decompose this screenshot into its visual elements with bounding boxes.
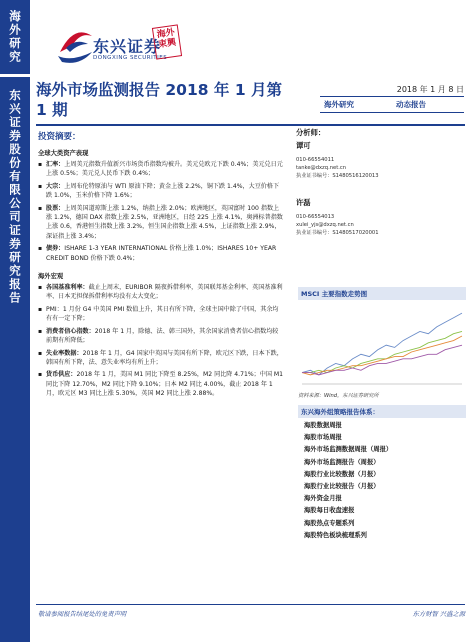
analyst-phone-2: 010-66554013 (296, 214, 335, 220)
report-list-item: 海股数据周报 (304, 422, 342, 429)
bullet-money-supply: ▪ 货币供应：2018 年 1 月，美国 M1 同比下降至 8.25%，M2 同比降 4.71%；中国 M1 同比下降 12.70%，M2 同比下降 9.10%；日本 M2 同比 4.00%，截止 2018 年 1 月，欧元区 M3 同比上涨 5.30%，英国 M2 同比上涨 2.88%。 (38, 370, 284, 398)
bullet-pmi: ▪ PMI：1 月份 G4 中美国 PMI 数值上升，其日有所下降，全球主国中除了中国，其余均有有一定下降； (38, 305, 284, 324)
sidebar-top-label: 海外研究 (8, 10, 22, 64)
report-list-item: 海股行业比较报告（月报） (304, 482, 380, 490)
tag-overseas: 海外研究 (324, 100, 354, 109)
chart-series-line-2 (302, 331, 462, 372)
macro-subheading: 海外宏观 (38, 273, 64, 281)
analyst-license-2: 执业证书编号：S1480517020001 (296, 230, 379, 236)
summary-heading: 投资摘要： (38, 132, 81, 142)
footer-divider (36, 604, 465, 605)
report-list-item: 海外市场监测报告（周报） (304, 458, 380, 466)
report-list-item: 海股热点专题系列 (304, 519, 355, 527)
logo-name: 东兴证券 (93, 37, 162, 56)
logo-stamp: 海外束興 (152, 24, 182, 59)
bullet-confidence: ▪ 消费者信心指数：2018 年 1 月，除德、法、韩三国外，其余国家消费者信心指数均较前期有所降低； (38, 327, 284, 346)
report-list-item: 海外资金月报 (304, 495, 342, 503)
report-list-item: 海股行业比较数据（月报） (304, 470, 380, 478)
sidebar-top-block (0, 0, 30, 74)
chart-heading: MSCI 主要指数走势图 (298, 287, 466, 300)
sidebar-bottom-block (0, 77, 30, 642)
report-system-heading: 东兴海外组策略报告体系： (298, 405, 466, 418)
bullet-unemployment: ▪ 失业率数据：2018 年 1 月，G4 国家中英国与美国有所下降，欧元区下跌，日本下跌，韩国有所下降，法、意失业率均有所上升； (38, 349, 284, 368)
analyst-name-1: 谭可 (296, 141, 311, 150)
bullet-commodity: ▪ 大宗：上周布伦特原油与 WTI 原油下降；黄金上涨 2.2%，铜下跌 1.4%，大豆价格下跌 1.0%，玉米价格下降 1.6%； (38, 182, 284, 201)
chart-series-line-1 (302, 313, 462, 375)
footer-slogan: 东方财智 兴盛之源 (412, 611, 465, 618)
analyst-license-1: 执业证书编号：S1480516120013 (296, 173, 379, 179)
bullet-equity: ▪ 股票：上周美国道琼斯上涨 1.2%，纳指上涨 2.0%；欧洲地区，英国富时 100 指数上涨 1.2%，德国 DAX 指数上涨 2.5%，亚洲地区，日经 225 上涨 4.1%，奥洲标普指数上涨 0.6，香港恒生指数上涨 3.2%，恒生国企指数上涨 4.5%，上证指数上涨 2.9%，深证指上涨 3.4%； (38, 204, 284, 242)
chart-source: 资料来源：Wind，东兴证券研究所 (298, 393, 379, 399)
analyst-name-2: 许磊 (296, 198, 311, 207)
analyst-phone-1: 010-66554011 (296, 157, 335, 163)
bullet-bond: ▪ 债券：ISHARE 1-3 YEAR INTERNATIONAL 价格上涨 1.0%；ISHARES 10+ YEAR CREDIT BOND 价格下跌 0.4%； (38, 244, 284, 263)
asset-subheading: 全球大类资产表现 (38, 150, 89, 157)
analyst-panel (296, 128, 466, 237)
summary-body (38, 146, 284, 402)
analyst-email-2[interactable]: xulei_yjs@dxzq.net.cn (296, 222, 354, 228)
sidebar (0, 0, 30, 642)
report-date: 2018 年 1 月 8 日 (396, 85, 464, 94)
logo-english: DONGXING SECURITIES (93, 55, 168, 61)
msci-line-chart (298, 300, 466, 390)
report-list-item: 海股每日收盘速报 (304, 507, 355, 515)
report-system-list (304, 420, 464, 542)
bullet-rates: ▪ 各国基准利率：截止上周末，EURIBOR 隔夜拆借利率，美国联邦基金利率、英国基准利率、日本无担保拆借利率均没有太大变化； (38, 283, 284, 302)
report-title: 海外市场监测报告 2018 年 1 月第 1 期 (36, 81, 283, 119)
analyst-email-1[interactable]: tanke@dxzq.net.cn (296, 165, 347, 171)
tag-report-type: 动态报告 (396, 100, 426, 109)
header-divider (36, 124, 465, 126)
report-tags (320, 96, 464, 113)
footer-disclaimer: 敬请参阅报告结尾处的免责声明 (38, 611, 127, 618)
bullet-fx: ▪ 汇率：上周美元指数升值新兴市场货币指数均被升。美元兑欧元下跌 0.4%；美元兑日元上涨 0.5%；美元兑人民币下跌 0.4%； (38, 160, 284, 179)
sidebar-bottom-label: 东兴证券股份有限公司证券研究报告 (8, 89, 22, 305)
report-list-item: 海股特色板块梳理系列 (304, 531, 367, 539)
analyst-heading: 分析师： (296, 128, 326, 137)
report-list-item: 海外市场监测数据周报（周报） (304, 446, 393, 454)
report-list-item: 海股市场周报 (304, 434, 342, 442)
